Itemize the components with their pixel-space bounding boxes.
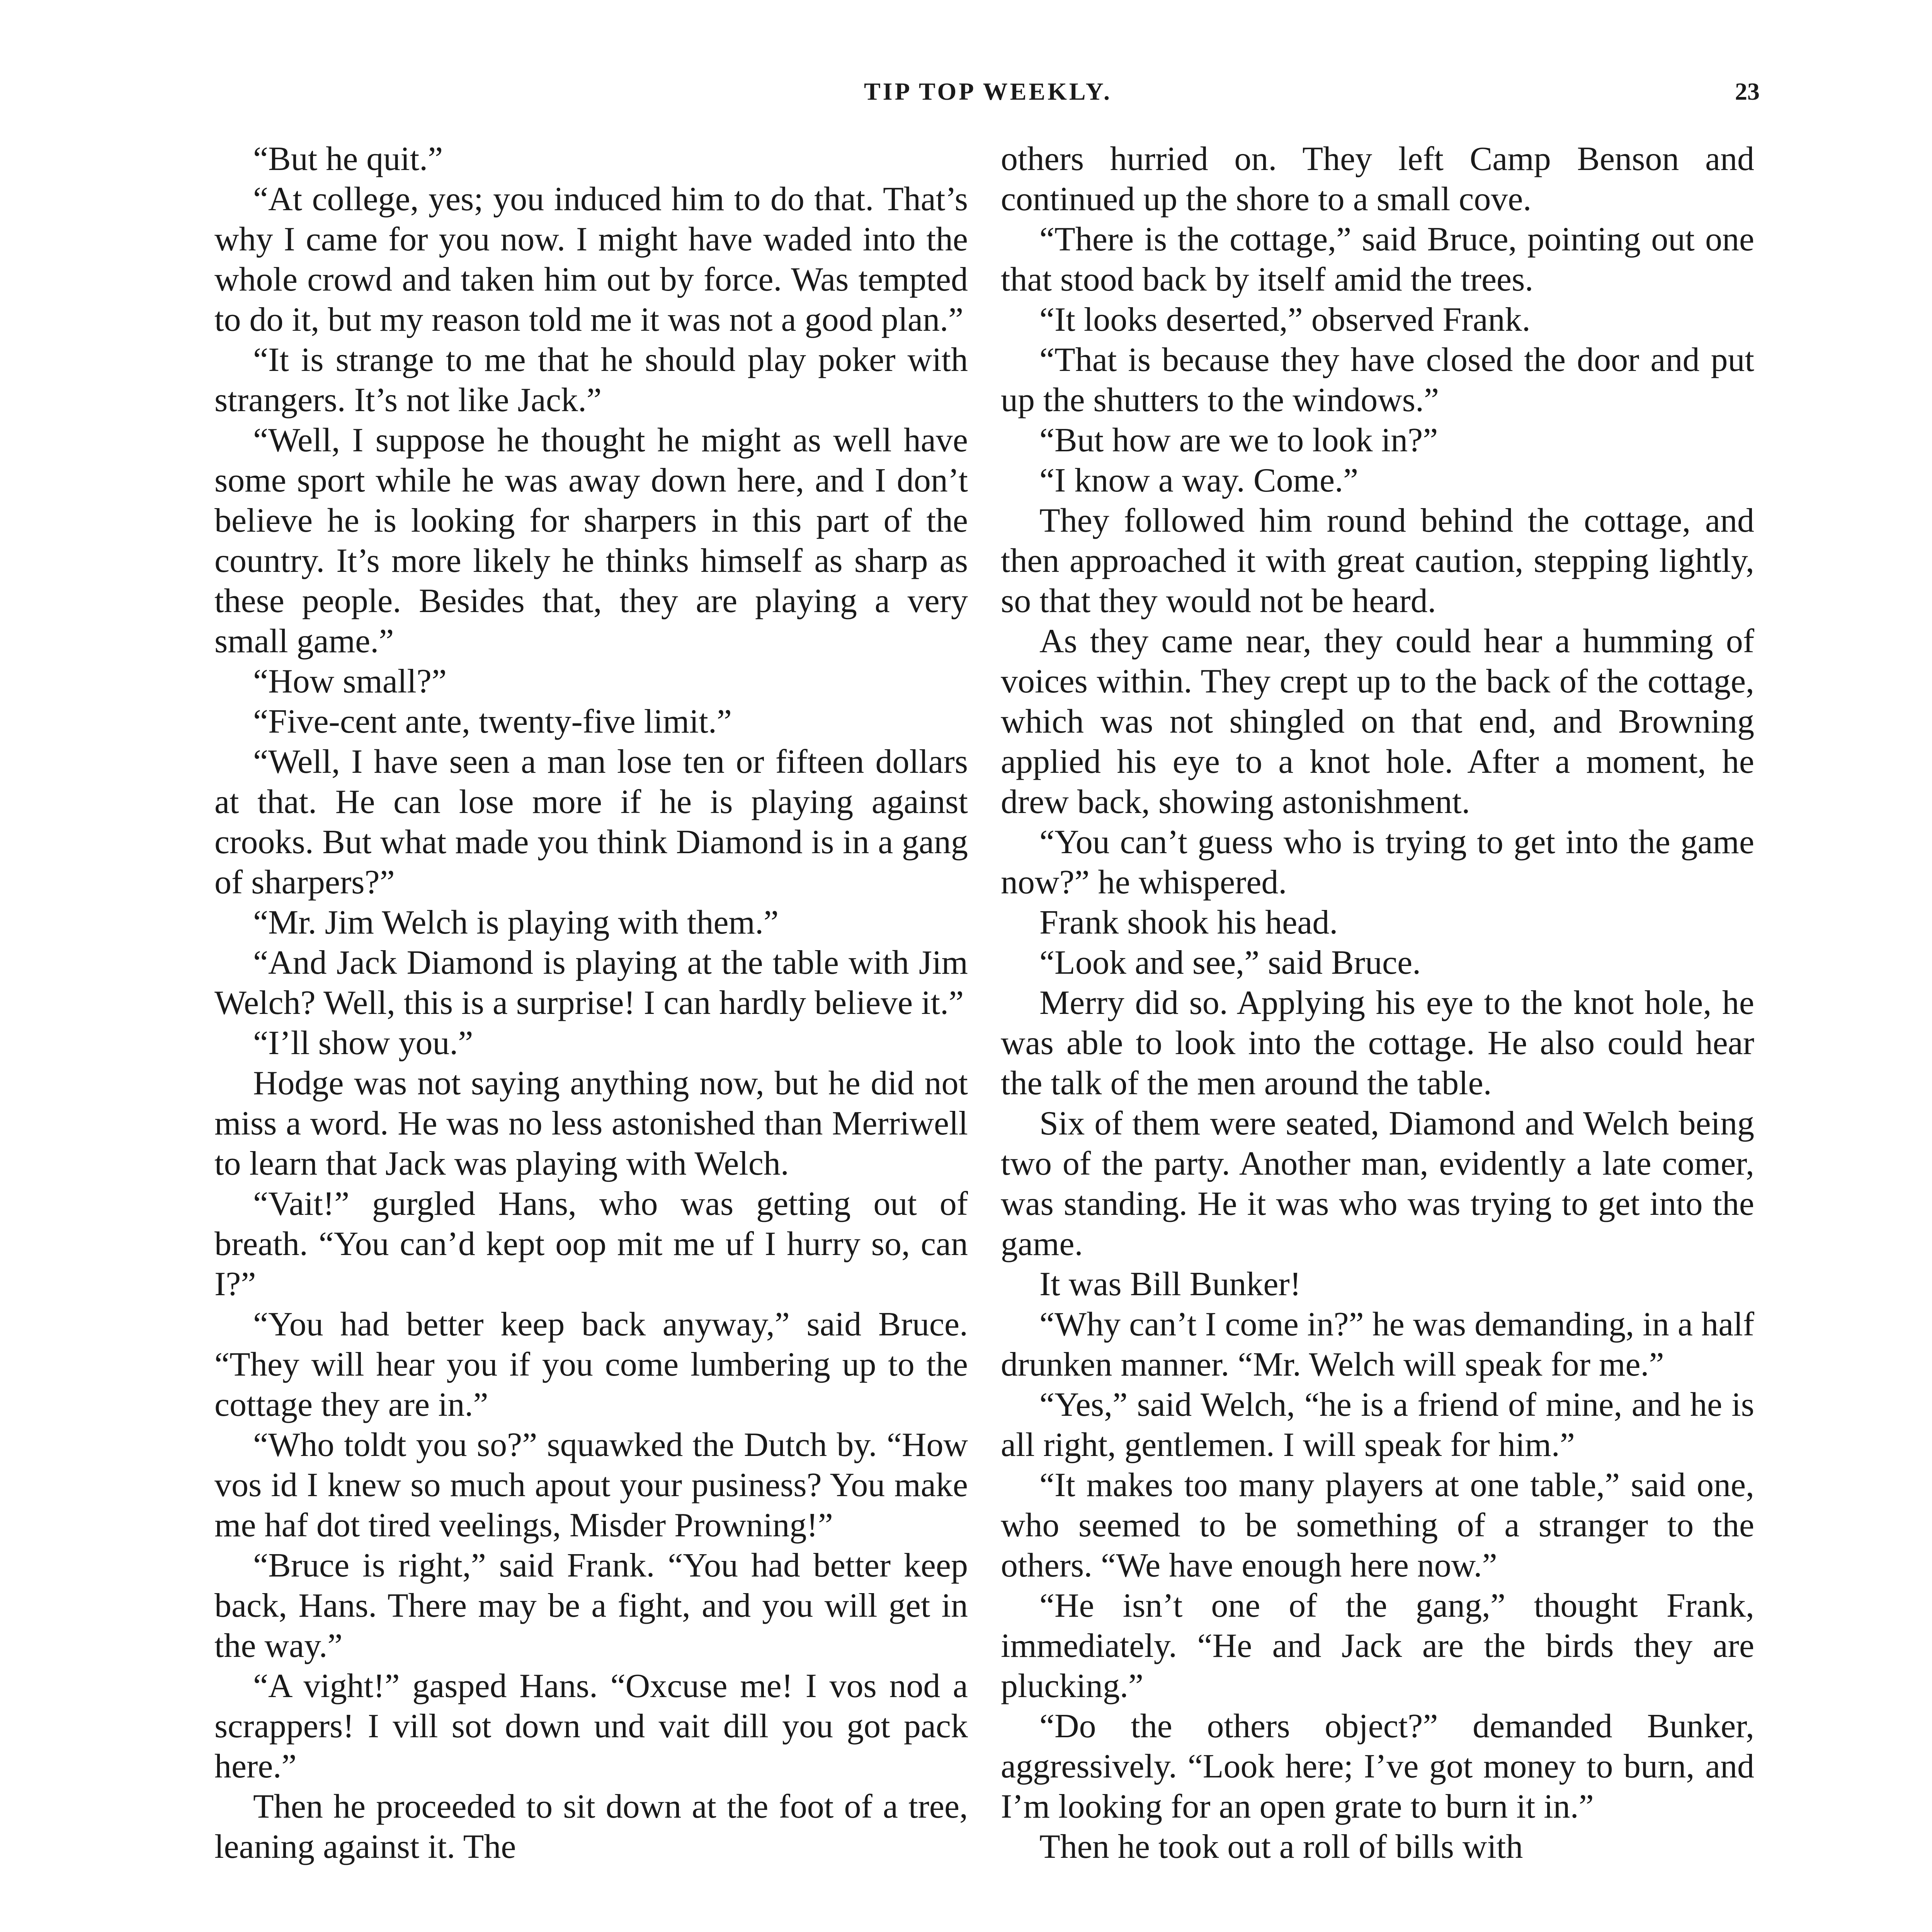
running-title: TIP TOP WEEKLY. — [864, 78, 1112, 105]
paragraph: “It makes too many players at one table,” said one, who seemed to be something of a stranger to the others. “We have enough here now.” — [1001, 1466, 1754, 1584]
paragraph: “A vight!” gasped Hans. “Oxcuse me! I vos nod a scrappers! I vill sot down und vait dill you got pack here.” — [214, 1667, 968, 1785]
paragraph: “Look and see,” said Bruce. — [1039, 944, 1421, 981]
paragraph: Then he proceeded to sit down at the foot of a tree, leaning against it. The — [214, 1788, 968, 1866]
text-column-left — [214, 139, 968, 1932]
paragraph: Frank shook his head. — [1039, 904, 1338, 941]
paragraph: “Vait!” gurgled Hans, who was getting out of breath. “You can’d kept oop mit me uf I hurry so, can I?” — [214, 1185, 968, 1303]
paragraph: “And Jack Diamond is playing at the table with Jim Welch? Well, this is a surprise! I can hardly believe it.” — [214, 944, 968, 1022]
paragraph: “Well, I have seen a man lose ten or fifteen dollars at that. He can lose more if he is playing against crooks. But what made you think Diamond is in a gang of sharpers?” — [214, 743, 968, 901]
paragraph: “How small?” — [253, 663, 447, 700]
paragraph: “Bruce is right,” said Frank. “You had better keep back, Hans. There may be a fight, and you will get in the way.” — [214, 1547, 968, 1665]
paragraph: Merry did so. Applying his eye to the knot hole, he was able to look into the cottage. He also could hear the talk of the men around the table. — [1001, 984, 1754, 1102]
paragraph: Six of them were seated, Diamond and Welch being two of the party. Another man, evidently a late comer, was standing. He it was who was trying to get into the game. — [1001, 1105, 1754, 1263]
paragraph: Hodge was not saying anything now, but he did not miss a word. He was no less astonished than Merriwell to learn that Jack was playing with Welch. — [214, 1065, 968, 1182]
paragraph: “It looks deserted,” observed Frank. — [1039, 301, 1531, 338]
paragraph: “He isn’t one of the gang,” thought Frank, immediately. “He and Jack are the birds they are plucking.” — [1001, 1587, 1754, 1705]
paragraph: It was Bill Bunker! — [1039, 1265, 1301, 1303]
paragraph: As they came near, they could hear a humming of voices within. They crept up to the back of the cottage, which was not shingled on that end, and Browning applied his eye to a knot hole. After a moment, he drew back, showing astonishment. — [1001, 622, 1754, 821]
paragraph: “You had better keep back anyway,” said Bruce. “They will hear you if you come lumbering up to the cottage they are in.” — [214, 1306, 968, 1423]
paragraph: “It is strange to me that he should play poker with strangers. It’s not like Jack.” — [214, 341, 968, 419]
paragraph: “I’ll show you.” — [253, 1024, 473, 1062]
page-number: 23 — [1735, 78, 1760, 105]
paragraph: They followed him round behind the cottage, and then approached it with great caution, stepping lightly, so that they would not be heard. — [1001, 502, 1754, 620]
paragraph: “That is because they have closed the door and put up the shutters to the windows.” — [1001, 341, 1754, 419]
page-header — [216, 77, 1760, 120]
paragraph: “But how are we to look in?” — [1039, 422, 1438, 459]
paragraph: “Who toldt you so?” squawked the Dutch by. “How vos id I knew so much apout your pusiness? You make me haf dot tired veelings, Misder Prowning!” — [214, 1426, 968, 1544]
paragraph: others hurried on. They left Camp Benson and continued up the shore to a small cove. — [1001, 140, 1754, 218]
paragraph: “At college, yes; you induced him to do that. That’s why I came for you now. I might have waded into the whole crowd and taken him out by force. Was tempted to do it, but my reason told me it was not a good plan.” — [214, 180, 968, 338]
paragraph: “Do the others object?” demanded Bunker, aggressively. “Look here; I’ve got money to burn, and I’m looking for an open grate to burn it in.” — [1001, 1708, 1754, 1825]
paragraph: “You can’t guess who is trying to get into the game now?” he whispered. — [1001, 823, 1754, 901]
paragraph: “Well, I suppose he thought he might as well have some sport while he was away down here, and I don’t believe he is looking for sharpers in this part of the country. It’s more likely he thinks himself as sharp as these people. Besides that, they are playing a very small game.” — [214, 422, 968, 660]
paragraph: “Yes,” said Welch, “he is a friend of mine, and he is all right, gentlemen. I will speak for him.” — [1001, 1386, 1754, 1464]
paragraph: “Mr. Jim Welch is playing with them.” — [253, 904, 779, 941]
paragraph: “Five-cent ante, twenty-five limit.” — [253, 703, 732, 740]
paragraph: “I know a way. Come.” — [1039, 462, 1359, 499]
paragraph: “There is the cottage,” said Bruce, pointing out one that stood back by itself amid the trees. — [1001, 221, 1754, 298]
paragraph: Then he took out a roll of bills with — [1039, 1828, 1523, 1866]
paragraph: “But he quit.” — [253, 140, 443, 178]
text-column-right — [1001, 139, 1754, 1932]
paragraph: “Why can’t I come in?” he was demanding, in a half drunken manner. “Mr. Welch will speak for me.” — [1001, 1306, 1754, 1383]
